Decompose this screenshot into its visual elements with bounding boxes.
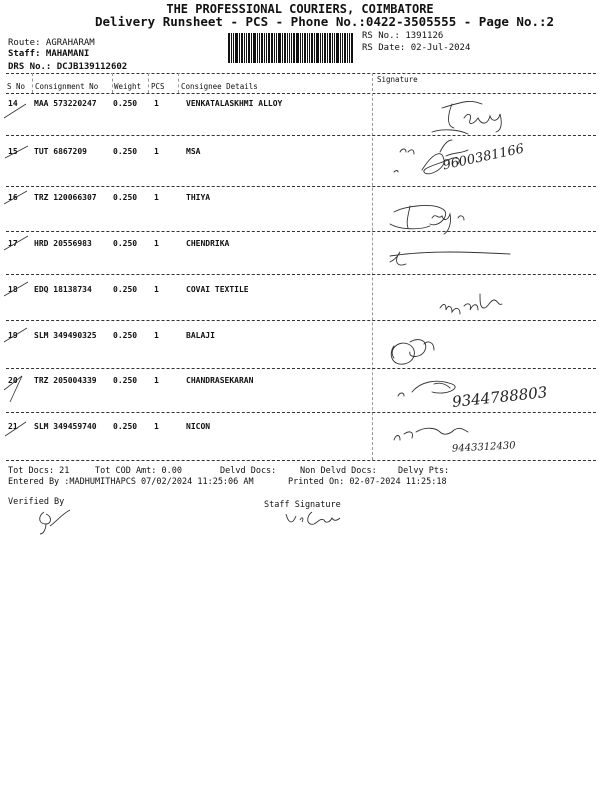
handwritten-phone-row21: 9443312430 xyxy=(451,440,516,455)
barcode-bar xyxy=(271,33,273,63)
barcode-bar xyxy=(231,33,232,63)
printed-on: Printed On: 02-07-2024 11:25:18 xyxy=(288,477,447,487)
non-delivered-docs: Non Delvd Docs: xyxy=(300,466,377,476)
row-consignment: TRZ 120066307 xyxy=(34,193,97,202)
row-consignment: HRD 20556983 xyxy=(34,239,92,248)
barcode-bar xyxy=(336,33,339,63)
row-weight: 0.250 xyxy=(113,99,138,108)
barcode-bar xyxy=(291,33,292,63)
row-sno: 17 xyxy=(8,239,18,248)
row-consignment: TRZ 205004339 xyxy=(34,376,97,385)
barcode-bar xyxy=(320,33,321,63)
row-consignment: SLM 349459740 xyxy=(34,422,97,431)
barcode-bar xyxy=(264,33,265,63)
verified-by-label: Verified By xyxy=(8,497,65,507)
barcode-bar xyxy=(289,33,290,63)
barcode-bar xyxy=(351,33,353,63)
tick-marks-icon xyxy=(0,90,40,450)
row-weight: 0.250 xyxy=(113,147,138,156)
barcode-bar xyxy=(293,33,295,63)
column-divider xyxy=(148,73,149,93)
row-consignee: NICON xyxy=(186,422,211,431)
row-consignee: VENKATALASKHMI ALLOY xyxy=(186,99,283,108)
barcode-bar xyxy=(239,33,240,63)
barcode-bar xyxy=(344,33,346,63)
col-header-consignment: Consignment No xyxy=(35,82,99,91)
barcode-bar xyxy=(284,33,286,63)
row-consignment: SLM 349490325 xyxy=(34,331,97,340)
barcode-bar xyxy=(329,33,331,63)
barcode-bar xyxy=(300,33,301,63)
barcode-bar xyxy=(235,33,238,63)
row-pcs: 1 xyxy=(154,239,159,248)
barcode-bar xyxy=(349,33,350,63)
row-weight: 0.250 xyxy=(113,239,138,248)
barcode-bar xyxy=(302,33,303,63)
row-weight: 0.250 xyxy=(113,193,138,202)
row-pcs: 1 xyxy=(154,285,159,294)
total-docs: Tot Docs: 21 xyxy=(8,466,70,476)
row-sno: 20 xyxy=(8,376,18,385)
company-title: THE PROFESSIONAL COURIERS, COIMBATORE xyxy=(166,2,434,16)
barcode-bar xyxy=(257,33,258,63)
barcode-bar xyxy=(322,33,323,63)
rs-date: RS Date: 02-Jul-2024 xyxy=(362,43,471,53)
route-label: Route: AGRAHARAM xyxy=(8,38,95,48)
row-consignment: EDQ 18138734 xyxy=(34,285,92,294)
barcode-bar xyxy=(307,33,308,63)
row-sno: 16 xyxy=(8,193,18,202)
barcode-bar xyxy=(327,33,328,63)
row-sno: 18 xyxy=(8,285,18,294)
barcode-bar xyxy=(274,33,275,63)
col-header-pcs: PCS xyxy=(151,82,165,91)
col-header-signature: Signature xyxy=(377,75,418,84)
verifier-signature-icon xyxy=(30,506,90,538)
barcode-bar xyxy=(268,33,270,63)
handwritten-phone-row15: 9600381166 xyxy=(441,141,526,174)
barcode-bar xyxy=(241,33,243,63)
row-weight: 0.250 xyxy=(113,331,138,340)
entered-by: Entered By :MADHUMITHAPCS 07/02/2024 11:25:06 AM xyxy=(8,477,254,487)
col-header-weight: Weight xyxy=(114,82,142,91)
total-cod-amount: Tot COD Amt: 0.00 xyxy=(95,466,182,476)
row-sno: 15 xyxy=(8,147,18,156)
barcode-bar xyxy=(278,33,281,63)
row-consignment: MAA 573220247 xyxy=(34,99,97,108)
row-sno: 14 xyxy=(8,99,18,108)
runsheet-title: Delivery Runsheet - PCS - Phone No.:0422-3505555 - Page No.:2 xyxy=(95,14,555,29)
col-header-sno: S No xyxy=(7,82,26,91)
barcode-bar xyxy=(342,33,343,63)
row-sno: 19 xyxy=(8,331,18,340)
row-weight: 0.250 xyxy=(113,376,138,385)
barcode-bar xyxy=(311,33,313,63)
row-consignment: TUT 6867209 xyxy=(34,147,87,156)
barcode-bar xyxy=(332,33,333,63)
row-consignee: COVAI TEXTILE xyxy=(186,285,249,294)
column-divider xyxy=(112,73,113,93)
row-consignee: THIYA xyxy=(186,193,211,202)
barcode-bar xyxy=(316,33,319,63)
barcode-bar xyxy=(347,33,348,63)
row-consignee: MSA xyxy=(186,147,201,156)
row-weight: 0.250 xyxy=(113,285,138,294)
barcode-bar xyxy=(233,33,234,63)
staff-signature-label: Staff Signature xyxy=(264,500,341,510)
staff-signature-icon xyxy=(282,508,352,532)
row-consignee: CHANDRASEKARAN xyxy=(186,376,254,385)
barcode-bar xyxy=(246,33,247,63)
divider xyxy=(6,73,596,74)
barcode-bar xyxy=(261,33,263,63)
handwritten-phone-row20: 9344788803 xyxy=(451,383,549,411)
row-weight: 0.250 xyxy=(113,422,138,431)
barcode-bar xyxy=(244,33,245,63)
row-pcs: 1 xyxy=(154,331,159,340)
barcode-bar xyxy=(282,33,283,63)
row-consignee: BALAJI xyxy=(186,331,215,340)
barcode-bar xyxy=(340,33,341,63)
row-pcs: 1 xyxy=(154,376,159,385)
delivery-points: Delvy Pts: xyxy=(398,466,450,476)
drs-number: DRS No.: DCJB139112602 xyxy=(8,62,128,72)
delivered-docs: Delvd Docs: xyxy=(220,466,277,476)
row-divider xyxy=(6,460,596,461)
barcode-bar xyxy=(334,33,335,63)
row-pcs: 1 xyxy=(154,147,159,156)
rs-number: RS No.: 1391126 xyxy=(362,31,444,41)
row-sno: 21 xyxy=(8,422,18,431)
barcode-bar xyxy=(251,33,252,63)
row-pcs: 1 xyxy=(154,422,159,431)
barcode-bar xyxy=(276,33,277,63)
barcode-bar xyxy=(296,33,299,63)
barcode-bar xyxy=(253,33,256,63)
barcode-bar xyxy=(228,33,230,63)
column-divider xyxy=(178,73,179,93)
barcode-bar xyxy=(314,33,315,63)
barcode-bar xyxy=(266,33,267,63)
row-pcs: 1 xyxy=(154,193,159,202)
row-consignee: CHENDRIKA xyxy=(186,239,230,248)
barcode-bar xyxy=(324,33,326,63)
row-pcs: 1 xyxy=(154,99,159,108)
col-header-consignee: Consignee Details xyxy=(181,82,258,91)
barcode-bar xyxy=(304,33,306,63)
barcode-bar xyxy=(309,33,310,63)
barcode-image xyxy=(228,33,354,63)
barcode-bar xyxy=(259,33,260,63)
barcode-bar xyxy=(287,33,288,63)
barcode-bar xyxy=(248,33,250,63)
staff-label: Staff: MAHAMANI xyxy=(8,49,90,59)
